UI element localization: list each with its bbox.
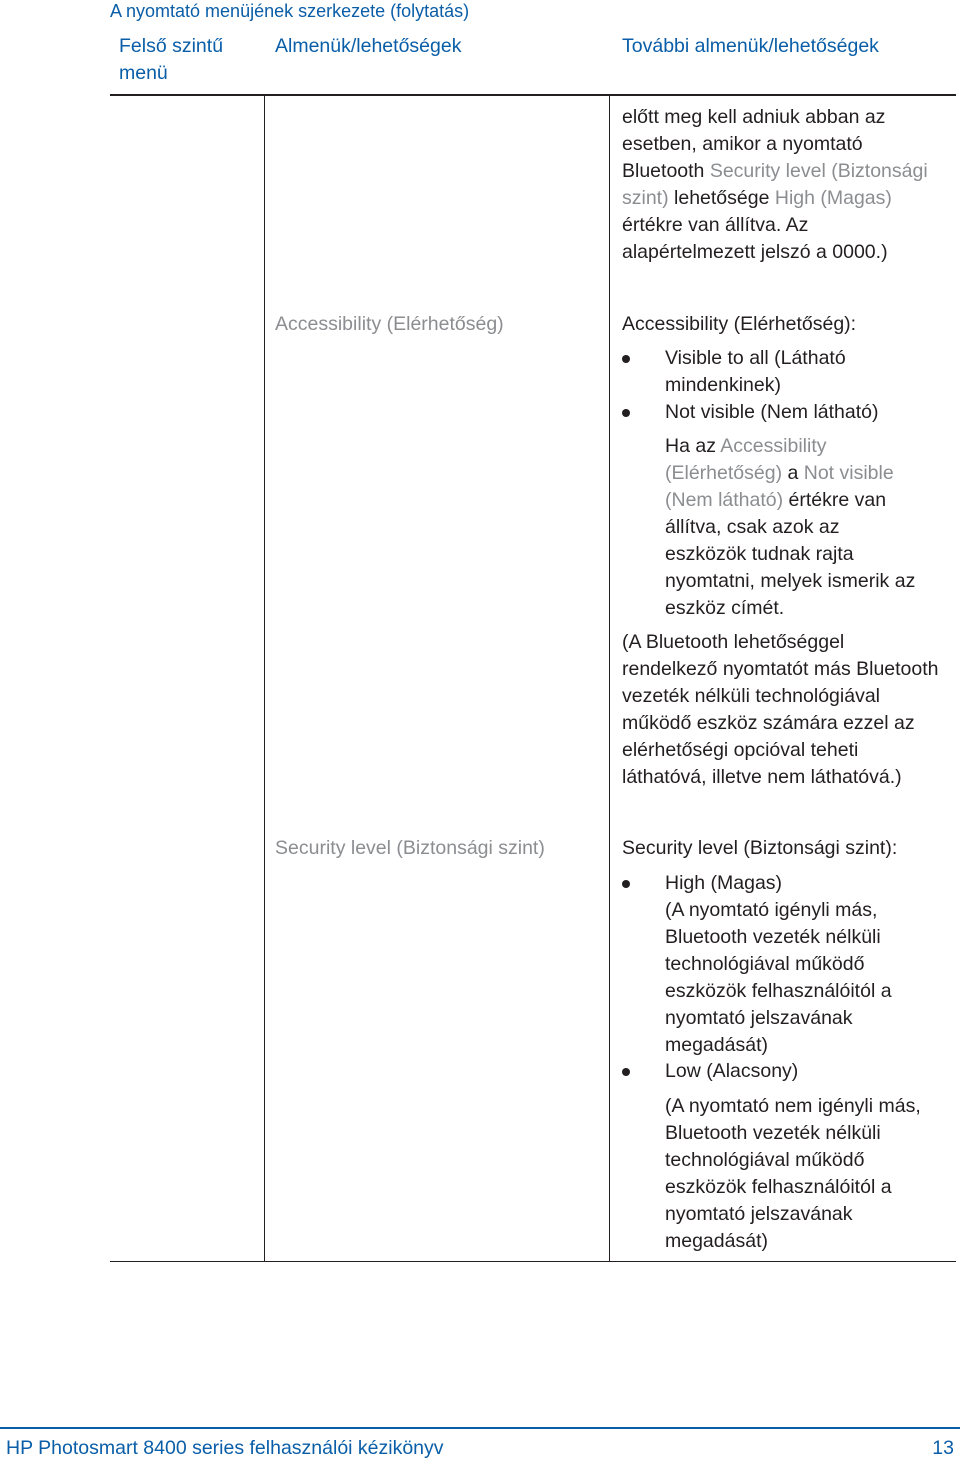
table-caption: A nyomtató menüjének szerkezete (folytatás) bbox=[110, 1, 470, 21]
value-not-visible: Not visible (Nem látható) bbox=[665, 462, 894, 511]
column-divider-1 bbox=[264, 96, 265, 1262]
manual-title: HP Photosmart 8400 series felhasználói kézikönyv bbox=[6, 1437, 444, 1459]
table-bottom-rule bbox=[110, 1261, 956, 1262]
option-low-detail: (A nyomtató nem igényli más, Bluetooth vezeték nélküli technológiával működő eszközök felhasználóitól a nyomtató jelszavának megadását) bbox=[665, 1095, 921, 1252]
setting-security-level: Security level (Biztonsági szint) bbox=[622, 160, 928, 209]
continued-password-note: előtt meg kell adniuk abban az esetben, amikor a nyomtató Bluetooth Security level (Biztonsági szint) lehetősége High (Magas) értékre van állítva. Az alapértelmezett jelszó a 0000.) bbox=[622, 106, 928, 263]
submenu-accessibility: Accessibility (Elérhetőség) bbox=[275, 313, 504, 335]
accessibility-intro: Accessibility (Elérhetőség): bbox=[622, 313, 857, 335]
accessibility-note: Ha az Accessibility (Elérhetőség) a Not visible (Nem látható) értékre van állítva, csak azok az eszközök tudnak rajta nyomtatni, melyek ismerik az eszköz címét. bbox=[665, 435, 916, 619]
submenu-security-level: Security level (Biztonsági szint) bbox=[275, 837, 545, 859]
header-rule bbox=[110, 94, 956, 96]
setting-accessibility: Accessibility (Elérhetőség) bbox=[665, 435, 827, 484]
value-high: High (Magas) bbox=[774, 187, 892, 209]
header-submenus: Almenük/lehetőségek bbox=[275, 35, 462, 57]
option-visible-to-all: Visible to all (Látható mindenkinek) bbox=[665, 347, 846, 396]
page-footer bbox=[0, 1427, 960, 1468]
bullet-icon bbox=[622, 1068, 630, 1076]
footer-rule bbox=[0, 1427, 960, 1429]
column-divider-2 bbox=[609, 96, 610, 1262]
security-level-intro: Security level (Biztonsági szint): bbox=[622, 837, 898, 859]
header-top-level-menu: Felső szintű menü bbox=[119, 35, 224, 84]
option-high: High (Magas) bbox=[665, 872, 783, 894]
bullet-icon bbox=[622, 880, 630, 888]
option-low: Low (Alacsony) bbox=[665, 1060, 799, 1082]
bullet-icon bbox=[622, 409, 630, 417]
header-further-submenus: További almenük/lehetőségek bbox=[622, 35, 879, 57]
option-high-detail: (A nyomtató igényli más, Bluetooth vezeték nélküli technológiával működő eszközök felhasználóitól a nyomtató jelszavának megadását) bbox=[665, 899, 892, 1056]
bullet-icon bbox=[622, 355, 630, 363]
option-not-visible: Not visible (Nem látható) bbox=[665, 401, 879, 423]
page-number: 13 bbox=[932, 1437, 954, 1459]
accessibility-description: (A Bluetooth lehetőséggel rendelkező nyomtatót más Bluetooth vezeték nélküli technológiával működő eszköz számára ezzel az elérhetőségi opcióval teheti láthatóvá, illetve nem láthatóvá.) bbox=[622, 631, 939, 788]
